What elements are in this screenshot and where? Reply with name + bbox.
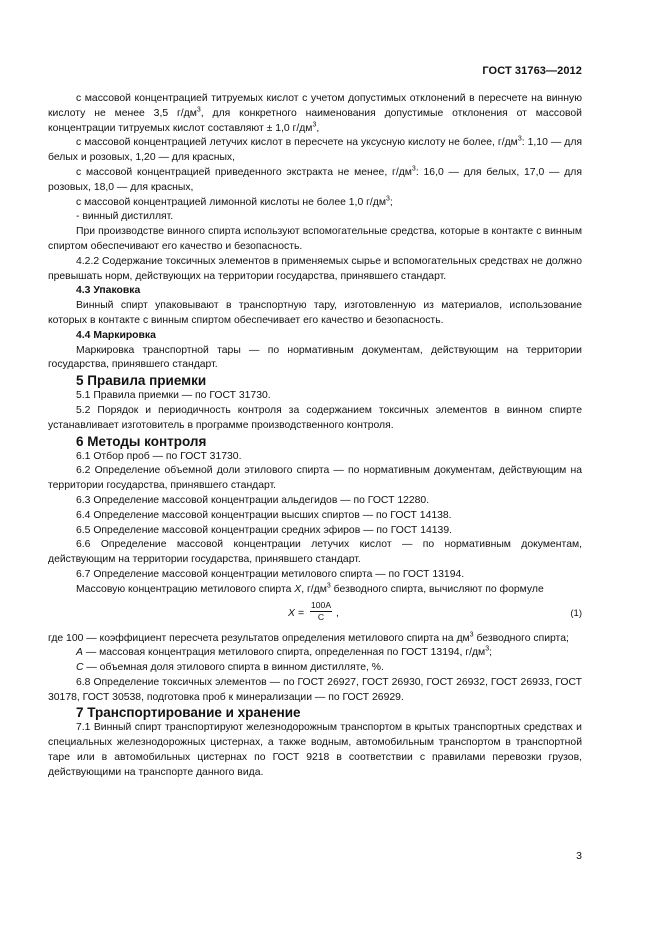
- requirement-titratable-acids: с массовой концентрацией титруемых кислот с учетом допустимых отклонений в пересчете на винную кислоту не менее 3,5 $г/дм^3$, для конкретного наименования допустимые отклонения от массовой концентрации титруемых кислот составляют ± 1,0 $г/дм^3$,: [48, 93, 582, 134]
- section-6-title: 6 Методы контроля: [76, 433, 207, 449]
- page-number: 3: [576, 850, 582, 862]
- clause-6-6: 6.6 Определение массовой концентрации летучих кислот — по нормативным документам, действующим на территории государства, принявшего стандарт.: [48, 539, 582, 566]
- formula-denominator: C: [317, 611, 325, 622]
- variable-c-definition: C — объемная доля этилового спирта в винном дистилляте, %.: [76, 662, 384, 674]
- subsection-4-4-title: 4.4 Маркировка: [76, 329, 156, 341]
- document-body: [48, 92, 582, 781]
- requirement-distillate: - винный дистиллят.: [76, 211, 174, 223]
- section-7-title: 7 Транспортирование и хранение: [76, 705, 301, 721]
- clause-6-5: 6.5 Определение массовой концентрации средних эфиров — по ГОСТ 14139.: [76, 524, 452, 536]
- standard-code-header: ГОСТ 31763—2012: [482, 65, 582, 77]
- clause-6-8: 6.8 Определение токсичных элементов — по ГОСТ 26927, ГОСТ 26930, ГОСТ 26932, ГОСТ 26933, ГОСТ 30178, ГОСТ 30538, подготовка проб к минерализации — по ГОСТ 26929.: [48, 676, 582, 703]
- formula-comma: ,: [336, 607, 339, 619]
- clause-5-2: 5.2 Порядок и периодичность контроля за содержанием токсичных элементов в винном спирте устанавливает изготовитель в программе производственного контроля.: [48, 404, 582, 431]
- auxiliary-means-paragraph: При производстве винного спирта используют вспомогательные средства, которые в контакте с винным спиртом обеспечивают его качество и безопасность.: [48, 226, 582, 252]
- clause-4-2-2: 4.2.2 Содержание токсичных элементов в применяемых сырье и вспомогательных средствах не должно превышать норм, действующих на территории государства, принявшего стандарт.: [48, 255, 582, 282]
- formula-numerator: 100A: [311, 599, 332, 610]
- clause-6-4: 6.4 Определение массовой концентрации высших спиртов — по ГОСТ 14138.: [76, 509, 452, 521]
- requirement-citric-acid: с массовой концентрацией лимонной кислоты не более 1,0 $г/дм^3$;: [76, 195, 393, 208]
- where-clause: где 100 — коэффициент пересчета результатов определения метилового спирта на $дм^3$ безводного спирта;: [48, 631, 569, 644]
- requirement-reduced-extract: с массовой концентрацией приведенного экстракта не менее, $г/дм^3$: 16,0 — для белых, 17,0 — для розовых, 18,0 — для красных,: [48, 165, 582, 193]
- clause-7-1: 7.1 Винный спирт транспортируют железнодорожным транспортом в крытых транспортных средствах и специальных железнодорожных цистернах, а также водным, автомобильным транспортом в транспортной таре или в автомобильных цистернах по ГОСТ 9218 в соответствии с правилами перевозки грузов, действующими на транспорте данного вида.: [48, 722, 582, 778]
- formula-1: [48, 598, 582, 632]
- clause-6-1: 6.1 Отбор проб — по ГОСТ 31730.: [76, 450, 242, 462]
- variable-a-definition: A — массовая концентрация метилового спирта, определенная по ГОСТ 13194, $г/дм^3$;: [76, 645, 492, 659]
- section-5-title: 5 Правила приемки: [76, 373, 207, 389]
- subsection-4-3-text: Винный спирт упаковывают в транспортную тару, изготовленную из материалов, использование которых в контакте с винным спиртом обеспечивает его качество и безопасность.: [48, 300, 582, 326]
- clause-6-3: 6.3 Определение массовой концентрации альдегидов — по ГОСТ 12280.: [76, 494, 430, 506]
- formula-lhs: X =: [288, 607, 304, 619]
- formula-fraction: [310, 600, 332, 623]
- requirement-volatile-acids: с массовой концентрацией летучих кислот в пересчете на уксусную кислоту не более, $г/дм^3$: 1,10 — для белых и розовых, 1,20 — для красных,: [48, 135, 583, 164]
- clause-6-2: 6.2 Определение объемной доли этилового спирта — по нормативным документам, действующим на территории государства, принявшего стандарт.: [48, 465, 582, 492]
- clause-6-7: 6.7 Определение массовой концентрации метилового спирта — по ГОСТ 13194.: [76, 568, 465, 580]
- formula-number: (1): [570, 607, 582, 619]
- subsection-4-4-text: Маркировка транспортной тары — по нормативным документам, действующим на территории государства, принявшего стандарт.: [48, 344, 582, 371]
- clause-5-1: 5.1 Правила приемки — по ГОСТ 31730.: [76, 390, 271, 402]
- formula-intro: Массовую концентрацию метилового спирта X, $г/дм^3$ безводного спирта, вычисляют по формуле: [76, 582, 544, 595]
- subsection-4-3-title: 4.3 Упаковка: [76, 285, 141, 297]
